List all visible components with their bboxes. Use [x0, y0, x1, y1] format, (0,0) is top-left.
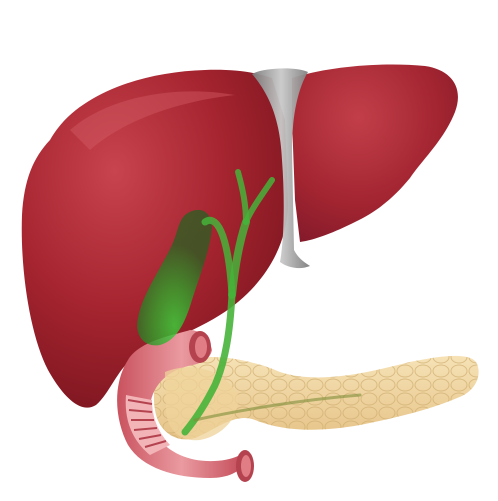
liver-left-lobe	[292, 65, 458, 243]
